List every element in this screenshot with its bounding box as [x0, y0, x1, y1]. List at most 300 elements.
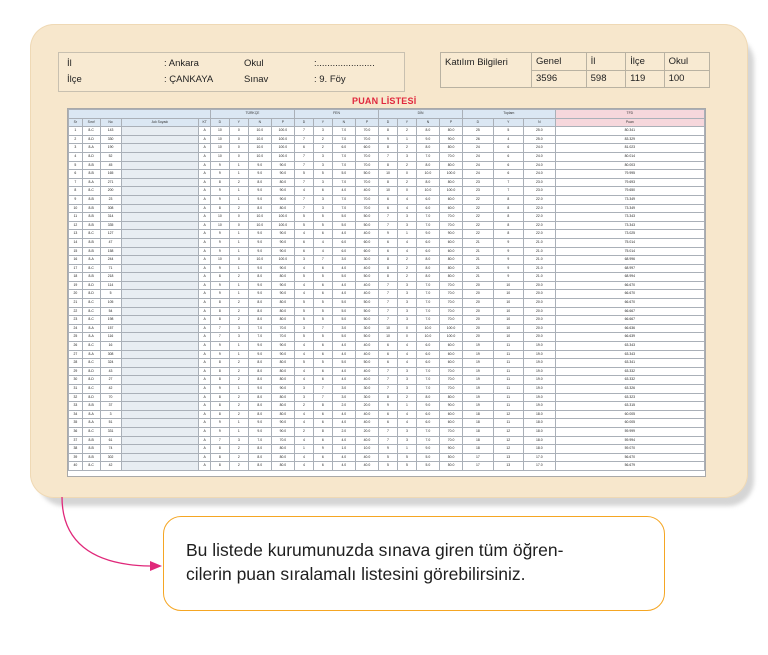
table-cell: A [199, 256, 211, 265]
table-cell: 9 [210, 230, 229, 239]
participation-val-genel: 3596 [532, 70, 587, 88]
table-cell: A [199, 247, 211, 256]
table-cell: 40.0 [355, 453, 378, 462]
table-cell: 70.0 [439, 367, 462, 376]
table-cell: 8 [210, 359, 229, 368]
table-cell: 9 [69, 195, 83, 204]
table-cell: 60.0 [355, 144, 378, 153]
table-cell: 8-B [82, 238, 100, 247]
table-cell: 7.0 [332, 204, 355, 213]
table-cell: 9 [210, 350, 229, 359]
table-cell: 8.0 [248, 299, 271, 308]
table-cell: 6.0 [332, 238, 355, 247]
table-cell: 22 [463, 195, 493, 204]
table-cell: 5.0 [332, 273, 355, 282]
table-cell: 2 [229, 316, 248, 325]
table-cell: 17.0 [524, 453, 556, 462]
table-cell: 1 [229, 281, 248, 290]
table-cell: 90.0 [271, 342, 294, 351]
table-cell: 8-B [82, 436, 100, 445]
table-cell: 2.0 [332, 427, 355, 436]
table-cell: 5 [294, 170, 313, 179]
table-cell: 1 [229, 290, 248, 299]
table-cell: A [199, 307, 211, 316]
table-cell: 10 [493, 281, 523, 290]
table-cell: 6 [493, 170, 523, 179]
table-cell: 80.0 [271, 453, 294, 462]
table-cell: 9.0 [248, 419, 271, 428]
table-cell: 71 [100, 264, 121, 273]
table-cell: 27 [69, 350, 83, 359]
table-cell: 50.0 [439, 453, 462, 462]
table-cell: 8 [210, 376, 229, 385]
table-cell: 80.0 [439, 256, 462, 265]
table-cell: 6 [379, 247, 398, 256]
table-cell: 80.0 [439, 161, 462, 170]
table-cell: 158 [100, 247, 121, 256]
table-cell: 1 [294, 445, 313, 454]
table-cell: 19 [69, 281, 83, 290]
table-cell: 11 [493, 419, 523, 428]
table-cell: 90.0 [271, 247, 294, 256]
table-cell: 17.0 [524, 462, 556, 471]
column-header: Sınıf [82, 118, 100, 127]
table-cell: 9.0 [248, 290, 271, 299]
table-cell: 20 [463, 324, 493, 333]
table-cell: 8-C [82, 462, 100, 471]
table-cell: 3 [397, 316, 416, 325]
column-header: D [463, 118, 493, 127]
table-cell: 21 [463, 238, 493, 247]
table-cell: 7 [379, 436, 398, 445]
table-cell: 9.0 [248, 385, 271, 394]
table-cell: 30.0 [355, 385, 378, 394]
table-cell: 8 [210, 402, 229, 411]
table-cell: 20.0 [524, 290, 556, 299]
table-cell: 9 [493, 256, 523, 265]
table-cell: 56.679 [555, 462, 704, 471]
table-cell: 90.0 [271, 419, 294, 428]
table-cell: 50.0 [439, 462, 462, 471]
table-cell: 5 [100, 290, 121, 299]
table-cell: 90.0 [271, 187, 294, 196]
table-cell: 8 [379, 256, 398, 265]
table-cell: 59.070 [555, 445, 704, 454]
table-cell: 3 [294, 324, 313, 333]
table-cell: 8-C [82, 187, 100, 196]
table-cell: 8 [379, 178, 398, 187]
table-cell: 18.0 [524, 436, 556, 445]
table-cell: 20.0 [355, 427, 378, 436]
table-cell: 2 [229, 445, 248, 454]
table-cell: 1 [397, 402, 416, 411]
table-cell: 10 [210, 256, 229, 265]
table-cell: 7.0 [416, 376, 439, 385]
table-cell: 60.005 [555, 410, 704, 419]
table-cell: 6 [313, 281, 332, 290]
table-cell: 40.0 [355, 419, 378, 428]
table-cell: 8-A [82, 178, 100, 187]
table-cell: 7.0 [332, 161, 355, 170]
table-cell: 9 [493, 264, 523, 273]
table-cell: 7 [294, 178, 313, 187]
table-cell: 5.0 [332, 316, 355, 325]
table-cell: 13 [493, 462, 523, 471]
table-cell: 8-B [82, 445, 100, 454]
table-cell: 8.0 [248, 359, 271, 368]
table-cell: 6.0 [416, 410, 439, 419]
table-cell: 1 [69, 127, 83, 136]
group-header-fen: FEN [294, 110, 378, 119]
table-cell: 1 [229, 161, 248, 170]
table-cell: 3 [313, 204, 332, 213]
table-cell: 12 [493, 436, 523, 445]
table-cell: 9.0 [416, 402, 439, 411]
table-cell: 34 [69, 410, 83, 419]
table-cell: 30.0 [355, 393, 378, 402]
table-cell: 9.0 [248, 247, 271, 256]
table-cell: 3 [397, 299, 416, 308]
table-cell: 70.0 [439, 427, 462, 436]
table-cell: A [199, 238, 211, 247]
table-cell: 10 [210, 152, 229, 161]
table-cell: 8-B [82, 273, 100, 282]
table-cell: 8 [379, 161, 398, 170]
table-cell: 5.0 [332, 307, 355, 316]
table-cell: 6 [313, 376, 332, 385]
table-cell: 40.0 [355, 350, 378, 359]
table-cell: 1 [229, 385, 248, 394]
table-cell: 70.0 [439, 152, 462, 161]
table-cell: 7.0 [416, 221, 439, 230]
table-cell: 3 [229, 436, 248, 445]
table-cell: 11 [493, 376, 523, 385]
table-cell: 7.0 [416, 281, 439, 290]
table-cell: 70.0 [439, 290, 462, 299]
table-cell: 19.0 [524, 393, 556, 402]
il-value: : Ankara [164, 58, 199, 69]
table-cell: 2 [397, 144, 416, 153]
table-cell: 5.0 [332, 299, 355, 308]
table-cell: 218 [100, 273, 121, 282]
table-cell: 80.0 [271, 393, 294, 402]
table-cell: 7 [379, 385, 398, 394]
table-cell: 6 [313, 462, 332, 471]
table-cell: 6 [313, 419, 332, 428]
table-cell: 63.332 [555, 367, 704, 376]
table-cell: 73.343 [555, 213, 704, 222]
table-cell: 1 [397, 445, 416, 454]
table-cell: 23.0 [524, 187, 556, 196]
table-cell: 308 [100, 350, 121, 359]
group-header-turkce: TÜRKÇE [210, 110, 294, 119]
table-cell: 70 [100, 393, 121, 402]
table-cell: 14 [69, 238, 83, 247]
table-cell: 7 [379, 316, 398, 325]
table-cell: 22 [463, 204, 493, 213]
table-cell: 6 [313, 290, 332, 299]
table-cell: 18.0 [524, 419, 556, 428]
table-cell: 3 [397, 367, 416, 376]
table-cell: 70.0 [439, 385, 462, 394]
table-cell: 2 [294, 402, 313, 411]
table-cell: 0 [229, 221, 248, 230]
table-cell: 68.996 [555, 256, 704, 265]
table-cell: 90.0 [439, 445, 462, 454]
table-cell: 7 [313, 324, 332, 333]
table-cell: 9 [210, 264, 229, 273]
table-cell: 10 [493, 307, 523, 316]
table-cell: 50.0 [355, 221, 378, 230]
table-cell: 17 [69, 264, 83, 273]
table-cell: 9 [210, 385, 229, 394]
table-cell: 80.0 [439, 264, 462, 273]
table-cell: 90.0 [271, 238, 294, 247]
table-cell: 6.0 [416, 342, 439, 351]
table-cell: 6 [379, 359, 398, 368]
table-cell: 5.0 [332, 213, 355, 222]
table-cell: 9 [379, 230, 398, 239]
table-cell: 1 [229, 350, 248, 359]
table-cell: 2.0 [332, 402, 355, 411]
table-cell: 70.0 [271, 324, 294, 333]
table-cell: 100.0 [271, 213, 294, 222]
table-cell: 6 [294, 144, 313, 153]
table-cell: 8-C [82, 299, 100, 308]
table-cell: 63.323 [555, 393, 704, 402]
table-cell: 8 [210, 307, 229, 316]
table-cell: 3 [397, 427, 416, 436]
table-cell: 19.0 [524, 350, 556, 359]
table-cell: 3 [313, 152, 332, 161]
table-cell: 7 [313, 393, 332, 402]
table-cell: 3 [397, 152, 416, 161]
table-cell: 5 [313, 299, 332, 308]
table-cell: 3.0 [332, 256, 355, 265]
table-cell: 36 [69, 427, 83, 436]
table-cell: 0 [397, 333, 416, 342]
table-cell: 4 [294, 290, 313, 299]
callout-pointer-line [62, 497, 150, 566]
table-cell: 74 [100, 445, 121, 454]
table-cell: 10.0 [248, 221, 271, 230]
table-cell: A [199, 299, 211, 308]
table-cell: 3 [69, 144, 83, 153]
table-cell: 9.0 [248, 161, 271, 170]
table-cell: 80.003 [555, 161, 704, 170]
table-cell: 23 [463, 187, 493, 196]
table-cell: 24.0 [524, 170, 556, 179]
table-cell: 8.0 [416, 393, 439, 402]
table-cell: 22.0 [524, 213, 556, 222]
table-cell: 5 [313, 273, 332, 282]
table-cell: 73.349 [555, 204, 704, 213]
table-cell: 8-D [82, 393, 100, 402]
table-cell: 4.0 [332, 410, 355, 419]
table-cell: 20 [463, 281, 493, 290]
table-cell: 116 [100, 333, 121, 342]
table-cell: 19 [463, 393, 493, 402]
table-cell: 10.0 [248, 152, 271, 161]
table-cell: 4 [294, 376, 313, 385]
table-cell: 70.0 [355, 204, 378, 213]
okul-value: :...................... [314, 58, 375, 69]
table-cell: 22 [69, 307, 83, 316]
table-cell: 4 [313, 238, 332, 247]
table-cell: 10 [210, 135, 229, 144]
callout-line-1: Bu listede kurumunuzda sınava giren tüm öğren- [186, 540, 564, 560]
table-cell: 8.0 [248, 178, 271, 187]
table-cell: 25 [463, 127, 493, 136]
table-cell: 7 [379, 221, 398, 230]
table-cell: 10 [379, 333, 398, 342]
table-cell: 2 [229, 393, 248, 402]
table-cell: 8 [69, 187, 83, 196]
table-cell: 6 [313, 230, 332, 239]
table-cell: 331 [100, 427, 121, 436]
column-header: Adı Soyadı [121, 118, 199, 127]
table-cell: 5.0 [332, 359, 355, 368]
table-cell: 18 [463, 427, 493, 436]
table-cell: 6 [313, 264, 332, 273]
table-cell: 29 [69, 367, 83, 376]
table-cell: 6 [313, 453, 332, 462]
table-cell: 5.0 [332, 333, 355, 342]
table-cell: 50.0 [355, 316, 378, 325]
table-cell: 80.0 [271, 204, 294, 213]
table-cell: A [199, 273, 211, 282]
table-cell: 5 [294, 307, 313, 316]
table-cell: 6 [379, 238, 398, 247]
table-cell: 90.0 [439, 402, 462, 411]
table-cell: 40.0 [355, 410, 378, 419]
table-cell: 5 [69, 161, 83, 170]
table-cell: 2 [397, 256, 416, 265]
table-cell: 7 [379, 427, 398, 436]
table-cell: 21 [463, 247, 493, 256]
table-cell: 25 [69, 333, 83, 342]
table-cell: 4.0 [332, 230, 355, 239]
table-cell: 6 [313, 350, 332, 359]
table-cell: 15 [69, 247, 83, 256]
table-cell: 22.0 [524, 195, 556, 204]
table-cell: 7 [493, 178, 523, 187]
table-cell: 7 [69, 178, 83, 187]
table-cell: 37 [100, 402, 121, 411]
table-cell: 70.0 [439, 436, 462, 445]
table-cell: 1 [229, 427, 248, 436]
table-cell: 21.0 [524, 256, 556, 265]
table-cell: 13 [69, 230, 83, 239]
table-cell: 0 [229, 152, 248, 161]
table-cell: 4.0 [332, 376, 355, 385]
table-cell: 26 [69, 342, 83, 351]
table-cell: 5 [313, 316, 332, 325]
table-cell: 143 [100, 127, 121, 136]
table-cell: 40.0 [355, 187, 378, 196]
table-cell: 9.0 [416, 135, 439, 144]
table-cell: 5 [493, 127, 523, 136]
table-cell: 12 [69, 221, 83, 230]
table-cell: 4 [397, 195, 416, 204]
table-cell: 66.639 [555, 333, 704, 342]
table-cell: 60.0 [439, 342, 462, 351]
table-cell: 22 [463, 213, 493, 222]
table-cell: 8-B [82, 213, 100, 222]
table-cell: 59.994 [555, 436, 704, 445]
table-cell: A [199, 144, 211, 153]
table-cell: 2 [229, 359, 248, 368]
table-cell: 45 [100, 161, 121, 170]
table-cell: 3 [397, 281, 416, 290]
table-cell: A [199, 324, 211, 333]
table-cell: 100.0 [271, 127, 294, 136]
table-cell: 7 [379, 281, 398, 290]
table-cell: 8 [493, 213, 523, 222]
table-cell: 80.0 [271, 299, 294, 308]
table-cell: 6.0 [416, 204, 439, 213]
table-cell: 10 [379, 324, 398, 333]
table-cell: 10.0 [248, 144, 271, 153]
column-header: KT [199, 118, 211, 127]
table-cell: 11 [493, 350, 523, 359]
group-header-toplam: Toplam [463, 110, 555, 119]
table-cell: 4.0 [332, 367, 355, 376]
table-cell: 70.0 [439, 316, 462, 325]
table-cell: 90.0 [271, 385, 294, 394]
table-cell: 18.0 [524, 445, 556, 454]
callout-text [186, 538, 666, 586]
table-cell: 8-A [82, 419, 100, 428]
table-cell: 8-C [82, 316, 100, 325]
table-cell: 7.0 [332, 195, 355, 204]
table-cell: 100.0 [271, 152, 294, 161]
table-cell: 30.0 [355, 256, 378, 265]
table-cell: 314 [100, 213, 121, 222]
table-cell: 60.0 [439, 195, 462, 204]
table-cell: 11 [493, 359, 523, 368]
table-cell: 9 [493, 238, 523, 247]
table-cell: 0 [229, 127, 248, 136]
table-cell: 19 [463, 385, 493, 394]
table-cell: 80.0 [271, 359, 294, 368]
table-cell: 5 [313, 170, 332, 179]
table-cell: 9 [210, 195, 229, 204]
table-cell: 6 [379, 419, 398, 428]
table-cell: 4 [294, 367, 313, 376]
table-cell: 7.0 [416, 307, 439, 316]
table-cell: 21.0 [524, 273, 556, 282]
table-cell: 3 [313, 161, 332, 170]
table-cell: 40.0 [355, 436, 378, 445]
table-cell: 8 [210, 445, 229, 454]
table-cell: A [199, 333, 211, 342]
table-cell: 70.0 [271, 436, 294, 445]
table-cell: 8 [493, 204, 523, 213]
table-cell: 17 [463, 462, 493, 471]
table-cell: A [199, 281, 211, 290]
table-cell: 63.315 [555, 402, 704, 411]
table-cell: 18 [69, 273, 83, 282]
table-cell: 63.332 [555, 376, 704, 385]
table-cell: 8.0 [248, 376, 271, 385]
table-cell: 8-C [82, 385, 100, 394]
table-cell: 8-B [82, 402, 100, 411]
table-cell: 70.0 [439, 307, 462, 316]
table-cell: 7 [379, 213, 398, 222]
column-header: N [416, 118, 439, 127]
table-cell: 8 [210, 204, 229, 213]
